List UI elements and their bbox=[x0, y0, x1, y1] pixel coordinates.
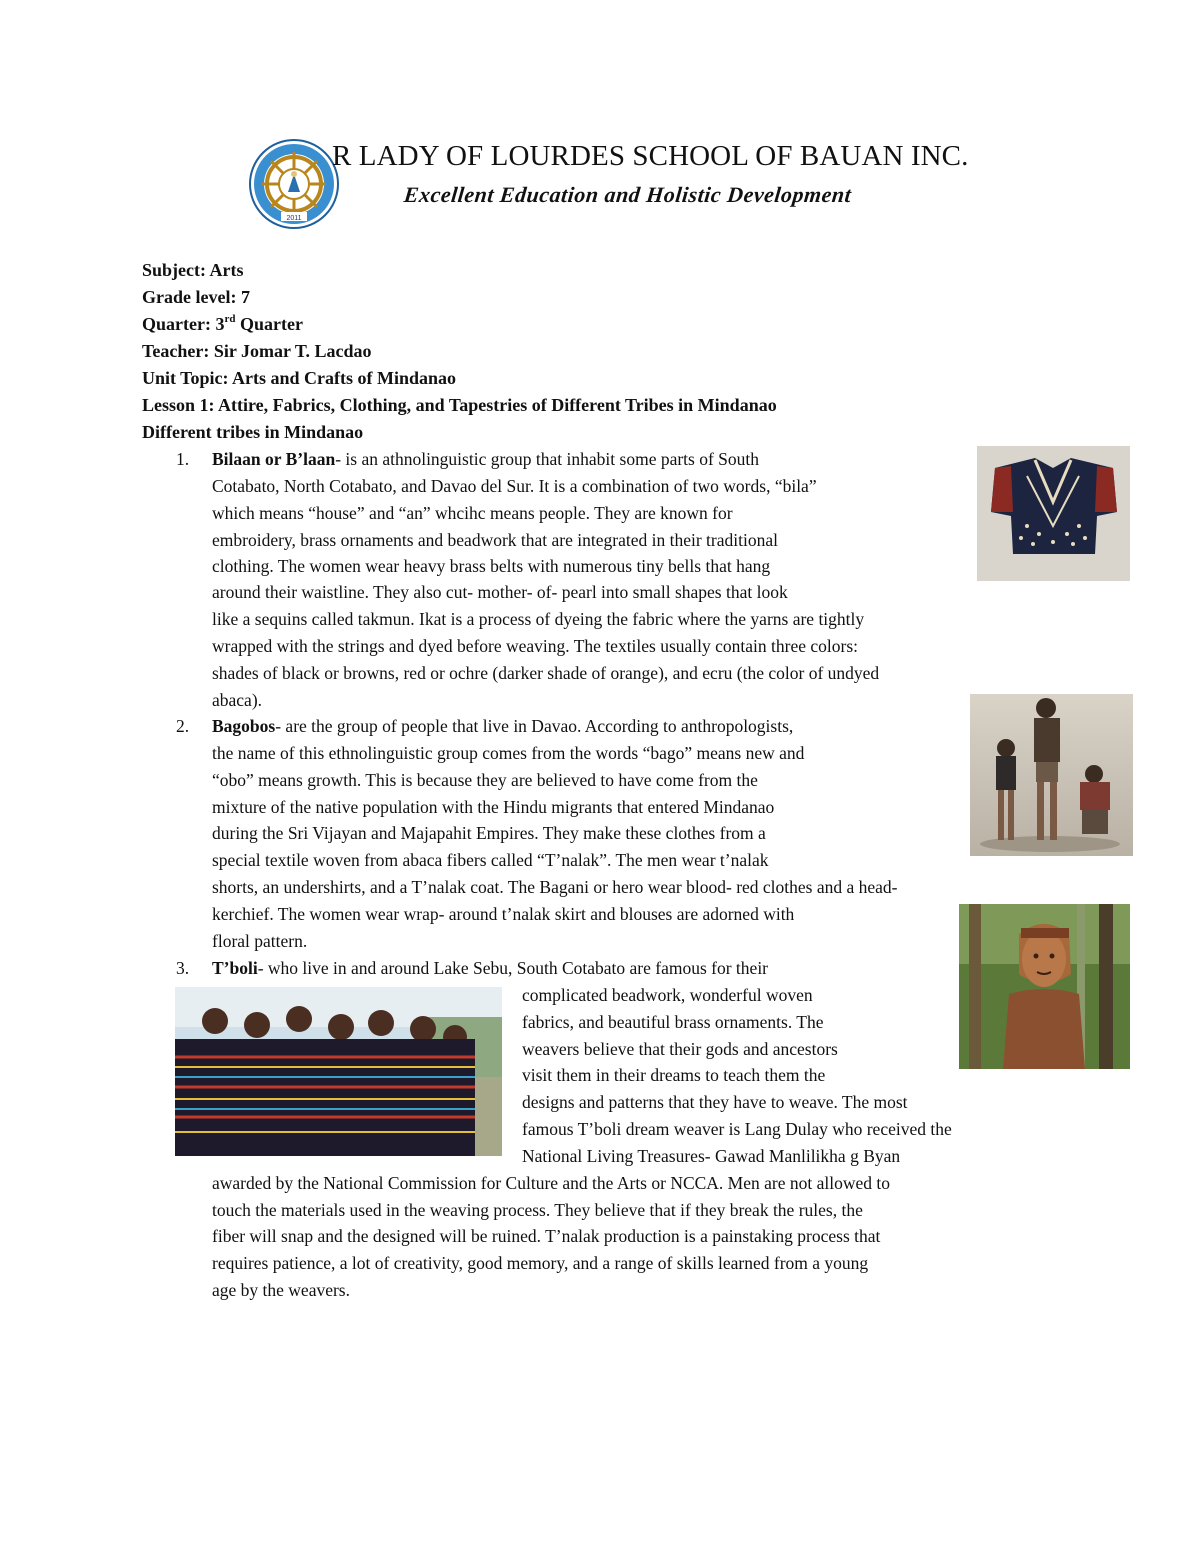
item2-line-2: the name of this ethnolinguistic group comes from the words “bago” means new and bbox=[212, 743, 805, 763]
list-number-1: 1. bbox=[176, 449, 190, 469]
bagobo-family-photo bbox=[970, 694, 1133, 856]
teacher-line: Teacher: Sir Jomar T. Lacdao bbox=[142, 341, 372, 361]
item2-line-7: shorts, an undershirts, and a T’nalak coat. The Bagani or hero wear blood- red clothes and a head- bbox=[212, 877, 898, 897]
item1-line-4: embroidery, brass ornaments and beadwork that are integrated in their traditional bbox=[212, 530, 778, 550]
subject-line: Subject: Arts bbox=[142, 260, 244, 280]
quarter-line bbox=[142, 314, 303, 335]
school-logo bbox=[248, 138, 340, 230]
list-number-2: 2. bbox=[176, 716, 190, 736]
item1-line-9: shades of black or browns, red or ochre (darker shade of orange), and ecru (the color of undyed bbox=[212, 663, 880, 683]
item3-line-13: age by the weavers. bbox=[212, 1280, 350, 1300]
school-name: R LADY OF LOURDES SCHOOL OF BAUAN INC. bbox=[332, 140, 969, 172]
svg-text:2011: 2011 bbox=[286, 215, 302, 222]
item1-line-5: clothing. The women wear heavy brass belts with numerous tiny bells that hang bbox=[212, 556, 771, 576]
quarter-prefix: Quarter: 3 bbox=[142, 314, 225, 334]
item3-line-3: fabrics, and beautiful brass ornaments. The bbox=[522, 1012, 824, 1032]
quarter-suffix: Quarter bbox=[235, 314, 303, 334]
item3-line-8: National Living Treasures- Gawad Manlilikha g Byan bbox=[522, 1146, 901, 1166]
item3-line-1 bbox=[212, 958, 768, 979]
item1-line-8: wrapped with the strings and dyed before weaving. The textiles usually contain three colors: bbox=[212, 636, 859, 656]
item3-term: T’boli bbox=[212, 958, 258, 978]
item1-term: Bilaan or B’laan bbox=[212, 449, 336, 469]
lesson-line: Lesson 1: Attire, Fabrics, Clothing, and Tapestries of Different Tribes in Mindanao bbox=[142, 395, 777, 415]
item3-line-6: designs and patterns that they have to weave. The most bbox=[522, 1092, 908, 1112]
grade-line: Grade level: 7 bbox=[142, 287, 250, 307]
item2-line-9: floral pattern. bbox=[212, 931, 308, 951]
item3-line-7: famous T’boli dream weaver is Lang Dulay who received the bbox=[522, 1119, 952, 1139]
item3-line-10: touch the materials used in the weaving process. They believe that if they break the rules, the bbox=[212, 1200, 863, 1220]
item3-line-4: weavers believe that their gods and ancestors bbox=[522, 1039, 838, 1059]
list-number-3: 3. bbox=[176, 958, 190, 978]
item3-line-2: complicated beadwork, wonderful woven bbox=[522, 985, 813, 1005]
quarter-superscript: rd bbox=[224, 313, 236, 325]
item3-line-1-text: - who live in and around Lake Sebu, South Cotabato are famous for their bbox=[257, 958, 769, 978]
item2-line-1 bbox=[212, 716, 793, 737]
item2-line-3: “obo” means growth. This is because they are believed to have come from the bbox=[212, 770, 758, 790]
unit-topic-line: Unit Topic: Arts and Crafts of Mindanao bbox=[142, 368, 457, 388]
item2-line-6: special textile woven from abaca fibers called “T’nalak”. The men wear t’nalak bbox=[212, 850, 769, 870]
item1-line-1 bbox=[212, 449, 759, 470]
item2-line-5: during the Sri Vijayan and Majapahit Empires. They make these clothes from a bbox=[212, 823, 766, 843]
item3-line-9: awarded by the National Commission for Culture and the Arts or NCCA. Men are not allowed to bbox=[212, 1173, 890, 1193]
item3-line-12: requires patience, a lot of creativity, good memory, and a range of skills learned from a young bbox=[212, 1253, 869, 1273]
item1-line-6: around their waistline. They also cut- mother- of- pearl into small shapes that look bbox=[212, 582, 788, 602]
item3-line-11: fiber will snap and the designed will be ruined. T’nalak production is a painstaking process that bbox=[212, 1226, 881, 1246]
item1-line-2: Cotabato, North Cotabato, and Davao del Sur. It is a combination of two words, “bila” bbox=[212, 476, 817, 496]
item2-line-4: mixture of the native population with the Hindu migrants that entered Mindanao bbox=[212, 797, 775, 817]
section-heading: Different tribes in Mindanao bbox=[142, 422, 364, 442]
wooden-sculpture-photo bbox=[959, 904, 1130, 1069]
item3-line-5: visit them in their dreams to teach them the bbox=[522, 1065, 826, 1085]
item2-line-8: kerchief. The women wear wrap- around t’nalak skirt and blouses are adorned with bbox=[212, 904, 795, 924]
item1-line-10: abaca). bbox=[212, 690, 263, 710]
bilaan-blouse-photo bbox=[977, 446, 1130, 581]
item1-line-1-text: - is an athnolinguistic group that inhabit some parts of South bbox=[335, 449, 760, 469]
school-motto: Excellent Education and Holistic Development bbox=[402, 182, 853, 207]
tboli-women-photo bbox=[175, 987, 502, 1156]
item2-line-1-text: - are the group of people that live in Davao. According to anthropologists, bbox=[275, 716, 794, 736]
item1-line-3: which means “house” and “an” whcihc means people. They are known for bbox=[212, 503, 733, 523]
item1-line-7: like a sequins called takmun. Ikat is a process of dyeing the fabric where the yarns are tightly bbox=[212, 609, 865, 629]
item2-term: Bagobos bbox=[212, 716, 276, 736]
